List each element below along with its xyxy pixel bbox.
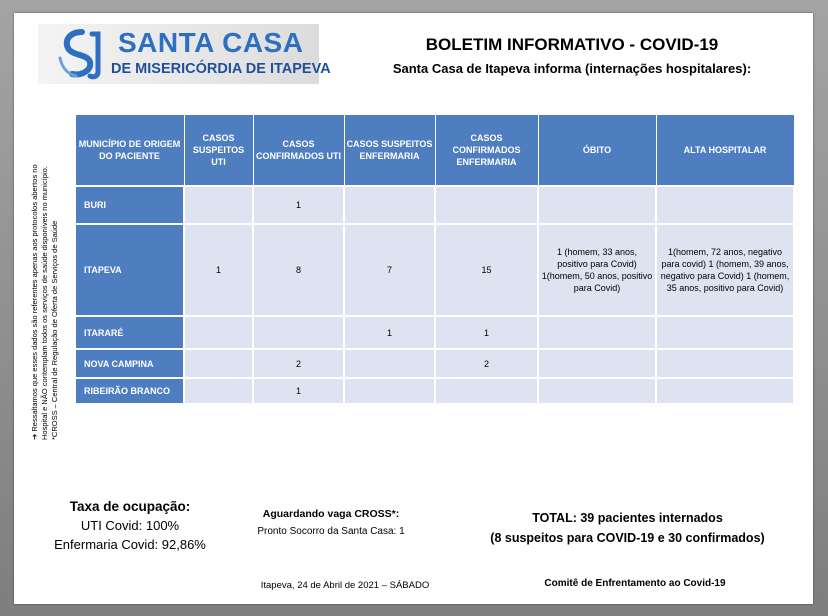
column-header: CASOS SUSPEITOS ENFERMARIA bbox=[344, 115, 435, 187]
table-row bbox=[75, 186, 794, 224]
committee-signature: Comitê de Enfrentamento ao Covid-19 bbox=[544, 578, 726, 589]
table-cell: 2 bbox=[253, 349, 344, 378]
table-cell bbox=[538, 316, 656, 349]
table-cell bbox=[538, 349, 656, 378]
occupancy-enfermaria: Enfermaria Covid: 92,86% bbox=[54, 537, 206, 552]
table-cell: 8 bbox=[253, 224, 344, 316]
table-cell: 1 bbox=[344, 316, 435, 349]
side-note bbox=[30, 120, 60, 440]
table-cell: 15 bbox=[435, 224, 538, 316]
total-breakdown: (8 suspeitos para COVID-19 e 30 confirmados) bbox=[490, 531, 765, 545]
table-cell bbox=[656, 378, 794, 404]
santa-casa-logo bbox=[38, 24, 331, 84]
table-cell bbox=[538, 378, 656, 404]
table-cell bbox=[184, 378, 253, 404]
column-header: CASOS SUSPEITOS UTI bbox=[184, 115, 253, 187]
cross-title: Aguardando vaga CROSS*: bbox=[262, 508, 400, 520]
table-row bbox=[75, 224, 794, 316]
cross-value: Pronto Socorro da Santa Casa: 1 bbox=[257, 526, 405, 537]
table-cell: 2 bbox=[435, 349, 538, 378]
table-cell bbox=[253, 316, 344, 349]
municipality-cell: NOVA CAMPINA bbox=[75, 349, 184, 378]
table-cell: 1 bbox=[253, 186, 344, 224]
table-cell bbox=[344, 378, 435, 404]
column-header: ALTA HOSPITALAR bbox=[656, 115, 794, 187]
table-row bbox=[75, 349, 794, 378]
table-cell bbox=[435, 378, 538, 404]
municipality-cell: ITARARÉ bbox=[75, 316, 184, 349]
table-cell: 1 bbox=[253, 378, 344, 404]
table-cell bbox=[435, 186, 538, 224]
table-cell bbox=[344, 349, 435, 378]
bulletin-date: Itapeva, 24 de Abril de 2021 – SÁBADO bbox=[260, 580, 430, 591]
table-cell bbox=[656, 349, 794, 378]
logo-title: SANTA CASA bbox=[118, 27, 304, 58]
table-cell: 1 (homem, 33 anos, positivo para Covid) 1(homem, 50 anos, positivo para Covid) bbox=[538, 224, 656, 316]
table-cell bbox=[184, 316, 253, 349]
side-note-line: ➔ Ressaltamos que esses dados são referentes apenas aos protocolos abertos no bbox=[30, 164, 39, 440]
table-cell bbox=[184, 186, 253, 224]
total-line: TOTAL: 39 pacientes internados bbox=[532, 511, 723, 525]
table-cell bbox=[344, 186, 435, 224]
hospitalization-table bbox=[74, 114, 795, 405]
table-cell: 1 bbox=[435, 316, 538, 349]
occupancy-rate bbox=[30, 497, 230, 554]
table-cell bbox=[184, 349, 253, 378]
column-header: CASOS CONFIRMADOS UTI bbox=[253, 115, 344, 187]
municipality-cell: ITAPEVA bbox=[75, 224, 184, 316]
total-patients bbox=[460, 508, 795, 548]
table-header-row bbox=[75, 115, 794, 187]
column-header: ÓBITO bbox=[538, 115, 656, 187]
table-cell bbox=[656, 316, 794, 349]
municipality-cell: RIBEIRÃO BRANCO bbox=[75, 378, 184, 404]
table-cell: 7 bbox=[344, 224, 435, 316]
side-note-line: Hospital e NÃO contemplam todos os serviços de saúde disponíveis no município. bbox=[40, 166, 49, 440]
table-cell: 1 bbox=[184, 224, 253, 316]
municipality-cell: BURI bbox=[75, 186, 184, 224]
column-header: MUNICÍPIO DE ORIGEM DO PACIENTE bbox=[75, 115, 184, 187]
table-cell bbox=[538, 186, 656, 224]
table-row bbox=[75, 316, 794, 349]
cross-waiting bbox=[236, 506, 426, 540]
occupancy-title: Taxa de ocupação: bbox=[69, 499, 191, 514]
logo-emblem-icon bbox=[52, 28, 112, 80]
side-note-line: *CROSS – Central de Regulação de Oferta de Serviços de Saúde bbox=[50, 220, 59, 440]
table-cell: 1(homem, 72 anos, negativo para covid) 1 (homem, 39 anos, negativo para Covid) 1 (homem, 35 anos, positivo para Covid) bbox=[656, 224, 794, 316]
column-header: CASOS CONFIRMADOS ENFERMARIA bbox=[435, 115, 538, 187]
logo-subtitle: DE MISERICÓRDIA DE ITAPEVA bbox=[111, 61, 331, 77]
bulletin-subtitle: Santa Casa de Itapeva informa (internações hospitalares): bbox=[392, 61, 752, 76]
bulletin-title: BOLETIM INFORMATIVO - COVID-19 bbox=[425, 35, 719, 54]
table-row bbox=[75, 378, 794, 404]
occupancy-uti: UTI Covid: 100% bbox=[80, 518, 180, 533]
table-cell bbox=[656, 186, 794, 224]
